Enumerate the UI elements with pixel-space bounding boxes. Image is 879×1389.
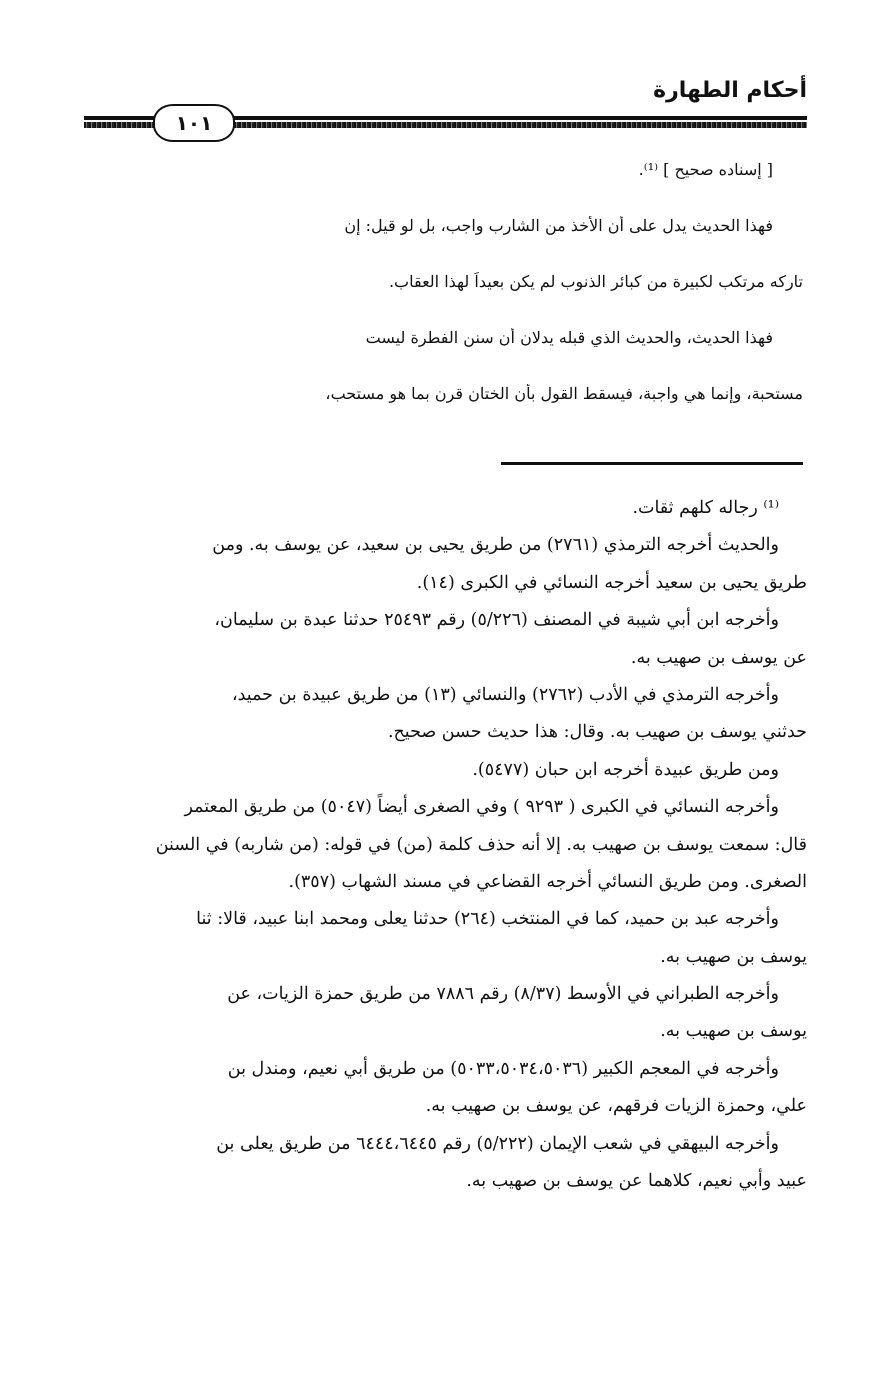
- footnote-line: وأخرجه ابن أبي شيبة في المصنف (٥/٢٢٦) رقم ٢٥٤٩٣ حدثنا عبدة بن سليمان،: [214, 610, 779, 631]
- footnote-line: يوسف بن صهيب به.: [660, 1021, 807, 1042]
- footnote-line: عن يوسف بن صهيب به.: [630, 647, 807, 668]
- main-line: مستحبة، وإنما هي واجبة، فيسقط القول بأن الختان قرن بما هو مستحب،: [325, 384, 803, 403]
- footnote-separator: [501, 462, 803, 465]
- footnote-line: طريق يحيى بن سعيد أخرجه النسائي في الكبرى (١٤).: [416, 572, 807, 593]
- footnote-line: علي، وحمزة الزيات فرقهم، عن يوسف بن صهيب به.: [425, 1096, 807, 1117]
- footnote-line: قال: سمعت يوسف بن صهيب به. إلا أنه حذف كلمة (من) في قوله: (من شاربه) في السنن: [155, 834, 807, 855]
- footnote-line: وأخرجه عبد بن حميد، كما في المنتخب (٢٦٤) حدثنا يعلى ومحمد ابنا عبيد، قالا: ثنا: [196, 909, 779, 930]
- footnote-line: والحديث أخرجه الترمذي (٢٧٦١) من طريق يحيى بن سعيد، عن يوسف به. ومن: [212, 535, 779, 556]
- footnote-line: وأخرجه الطبراني في الأوسط (٨/٣٧) رقم ٧٨٨٦ من طريق حمزة الزيات، عن: [227, 984, 779, 1005]
- footnote-line: ⁽¹⁾ رجاله كلهم ثقات.: [632, 498, 779, 518]
- footnote-line: وأخرجه النسائي في الكبرى ( ٩٢٩٣ ) وفي الصغرى أيضاً (٥٠٤٧) من طريق المعتمر: [184, 797, 779, 818]
- footnote-line: وأخرجه البيهقي في شعب الإيمان (٥/٢٢٢) رقم ٦٤٤٤،٦٤٤٥ من طريق يعلى بن: [216, 1133, 779, 1154]
- footnote-line: وأخرجه في المعجم الكبير (٥٠٣٣،٥٠٣٤،٥٠٣٦) من طريق أبي نعيم، ومندل بن: [227, 1058, 779, 1079]
- main-text: [84, 160, 803, 440]
- main-line: فهذا الحديث يدل على أن الأخذ من الشارب واجب، بل لو قيل: إن: [344, 216, 773, 235]
- footnote-line: حدثني يوسف بن صهيب به. وقال: هذا حديث حسن صحيح.: [387, 722, 807, 743]
- main-line: [ إسناده صحيح ] ⁽¹⁾.: [638, 160, 773, 179]
- footnote-line: الصغرى. ومن طريق النسائي أخرجه القضاعي في مسند الشهاب (٣٥٧).: [288, 871, 807, 892]
- running-title: أحكام الطهارة: [653, 78, 807, 103]
- main-line: تاركه مرتكب لكبيرة من كبائر الذنوب لم يكن بعيداً لهذا العقاب.: [388, 272, 803, 291]
- page-number: ١٠١: [153, 104, 235, 142]
- main-line: فهذا الحديث، والحديث الذي قبله يدلان أن سنن الفطرة ليست: [365, 328, 773, 347]
- footnote-line: وأخرجه الترمذي في الأدب (٢٧٦٢) والنسائي (١٣) من طريق عبيدة بن حميد،: [231, 684, 779, 705]
- footnotes: [90, 490, 807, 1200]
- footnote-line: عبيد وأبي نعيم، كلاهما عن يوسف بن صهيب به.: [466, 1171, 807, 1192]
- footnote-line: ومن طريق عبيدة أخرجه ابن حبان (٥٤٧٧).: [472, 759, 779, 780]
- footnote-line: يوسف بن صهيب به.: [660, 946, 807, 967]
